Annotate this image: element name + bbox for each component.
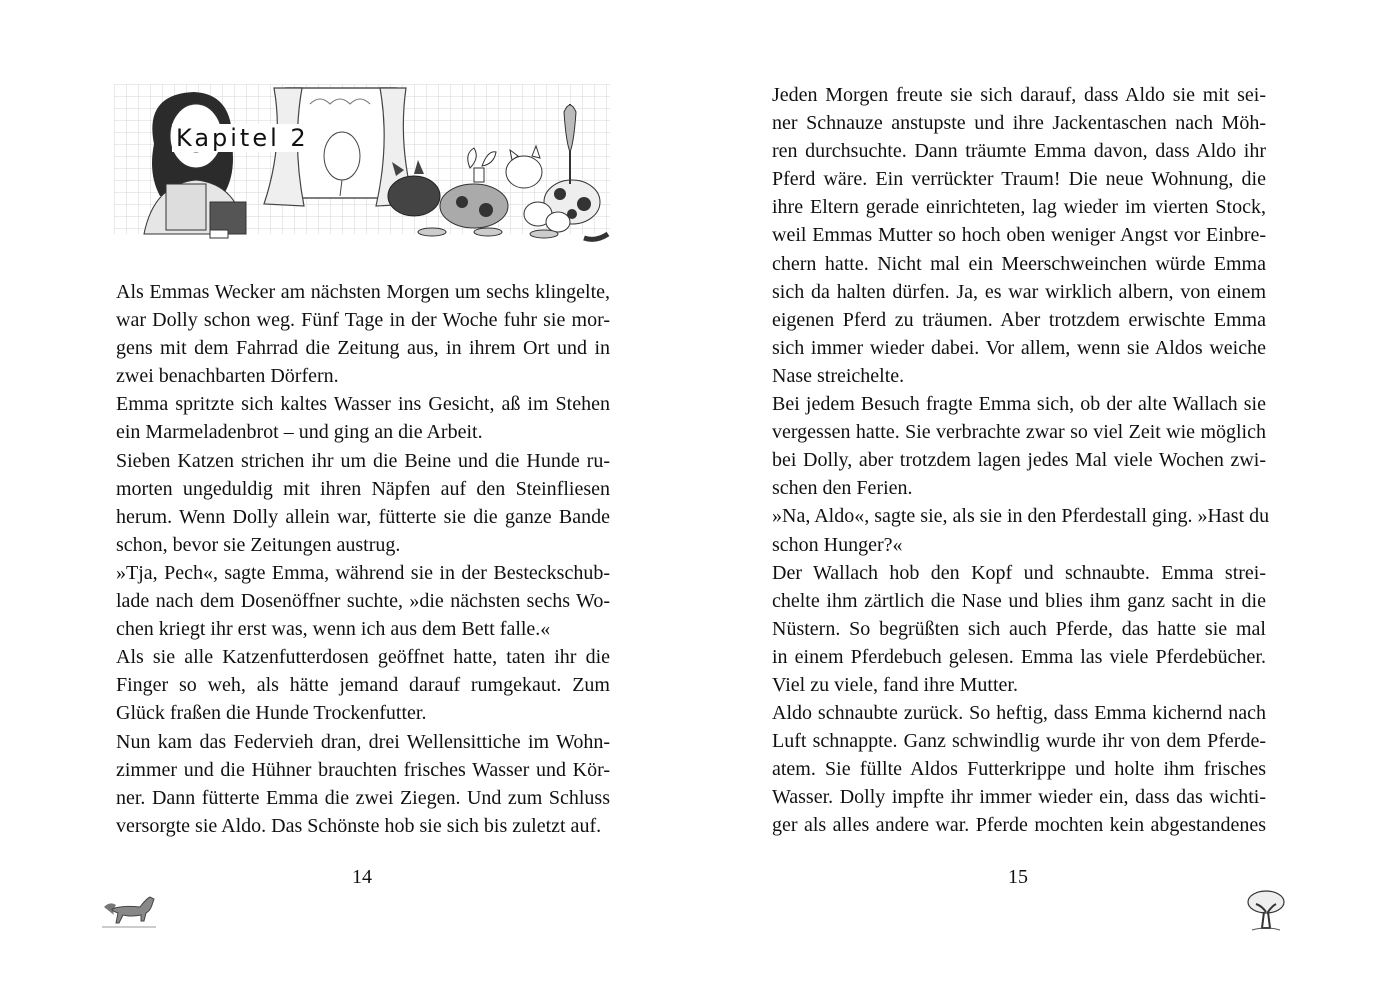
text-line: vergessen hatte. Sie verbrachte zwar so viel Zeit wie möglich: [772, 421, 1266, 444]
text-line: Finger so weh, als hätte jemand darauf rumgekaut. Zum: [116, 674, 610, 697]
text-line: Jeden Morgen freute sie sich darauf, dass Aldo sie mit sei-: [772, 84, 1266, 106]
text-line: Viel zu viele, fand ihre Mutter.: [772, 673, 1018, 696]
text-line: Wasser. Dolly impfte ihr immer wieder ein, dass das wichti-: [772, 786, 1266, 809]
text-line: Nun kam das Federvieh dran, drei Wellensittiche im Wohn-: [116, 730, 610, 753]
text-line: lade nach dem Dosenöffner suchte, »die nächsten sechs Wo-: [116, 590, 610, 613]
text-line: chelte ihm zärtlich die Nase und blies ihm ganz sacht in die: [772, 589, 1266, 612]
text-line: ger als alles andere war. Pferde mochten kein abgestandenes: [772, 814, 1266, 837]
text-line: chen kriegt ihr erst was, wenn ich aus dem Bett falle.«: [116, 618, 551, 641]
text-line: herum. Wenn Dolly allein war, fütterte sie die ganze Bande: [116, 505, 610, 528]
chapter-heading: Kapitel 2: [172, 124, 313, 152]
right-page: [690, 0, 1381, 1000]
text-line: war Dolly schon weg. Fünf Tage in der Woche fuhr sie mor-: [116, 309, 610, 332]
text-line: Der Wallach hob den Kopf und schnaubte. Emma strei-: [772, 561, 1266, 584]
text-line: Glück fraßen die Hunde Trockenfutter.: [116, 702, 427, 725]
horse-icon: [100, 893, 158, 931]
tree-icon: [1244, 888, 1288, 934]
text-line: »Tja, Pech«, sagte Emma, während sie in der Besteckschub-: [116, 561, 610, 584]
text-line: ren durchsuchte. Dann träumte Emma davon, dass Aldo ihr: [772, 140, 1266, 163]
text-line: eigenen Pferd zu träumen. Aber trotzdem erwischte Emma: [772, 308, 1266, 331]
text-line: ner Schnauze anstupste und ihre Jackentaschen nach Möh-: [772, 112, 1266, 135]
text-line: schon Hunger?«: [772, 533, 903, 556]
text-line: versorgte sie Aldo. Das Schönste hob sie sich bis zuletzt auf.: [116, 814, 602, 837]
left-page: [0, 0, 690, 1000]
text-line: »Na, Aldo«, sagte sie, als sie in den Pferdestall ging. »Hast du: [772, 505, 1270, 528]
text-line: Bei jedem Besuch fragte Emma sich, ob der alte Wallach sie: [772, 393, 1266, 416]
text-line: chern hatte. Nicht mal ein Meerschweinchen würde Emma: [772, 252, 1266, 275]
text-line: ihre Eltern gerade einrichteten, lag wieder im vierten Stock,: [772, 196, 1266, 219]
text-line: sich da halten dürfen. Ja, es war wirklich albern, von einem: [772, 280, 1266, 303]
text-line: sich immer wieder dabei. Vor allem, wenn sie Aldos weiche: [772, 336, 1266, 359]
text-line: schen den Ferien.: [772, 477, 913, 500]
left-page-text: [116, 278, 610, 840]
text-line: Nase streichelte.: [772, 364, 905, 387]
page-number: 15: [1008, 866, 1028, 888]
text-line: Sieben Katzen strichen ihr um die Beine und die Hunde ru-: [116, 449, 610, 472]
text-line: Nüstern. So begrüßten sich auch Pferde, das hatte sie mal: [772, 617, 1266, 640]
right-page-text: [772, 81, 1270, 840]
text-line: in einem Pferdebuch gelesen. Emma las viele Pferdebücher.: [772, 645, 1266, 668]
text-line: gens mit dem Fahrrad die Zeitung aus, in ihrem Ort und in: [116, 337, 610, 360]
text-line: zwei benachbarten Dörfern.: [116, 365, 339, 388]
text-line: Pferd wäre. Ein verrückter Traum! Die neue Wohnung, die: [772, 168, 1266, 191]
text-line: Aldo schnaubte zurück. So heftig, dass Emma kichernd nach: [772, 702, 1266, 725]
text-line: Luft schnappte. Ganz schwindlig wurde ihr von dem Pferde-: [772, 730, 1266, 753]
text-line: Emma spritzte sich kaltes Wasser ins Gesicht, aß im Stehen: [116, 393, 610, 416]
text-line: zimmer und die Hühner brauchten frisches Wasser und Kör-: [116, 758, 610, 781]
page-number: 14: [352, 866, 372, 888]
text-line: atem. Sie füllte Aldos Futterkrippe und holte ihm frisches: [772, 758, 1266, 781]
text-line: ner. Dann fütterte Emma die zwei Ziegen. Und zum Schluss: [116, 786, 610, 809]
text-line: Als Emmas Wecker am nächsten Morgen um sechs klingelte,: [116, 281, 610, 303]
text-line: morten ungeduldig mit ihren Näpfen auf den Steinfliesen: [116, 477, 610, 500]
text-line: ein Marmeladenbrot – und ging an die Arbeit.: [116, 421, 483, 444]
text-line: Als sie alle Katzenfutterdosen geöffnet hatte, taten ihr die: [116, 646, 610, 669]
text-line: weil Emmas Mutter so hoch oben weniger Angst vor Einbre-: [772, 224, 1266, 247]
text-line: bei Dolly, aber trotzdem lagen jedes Mal viele Wochen zwi-: [772, 449, 1266, 472]
text-line: schon, bevor sie Zeitungen austrug.: [116, 533, 401, 556]
chapter-header-illustration: [114, 84, 610, 246]
